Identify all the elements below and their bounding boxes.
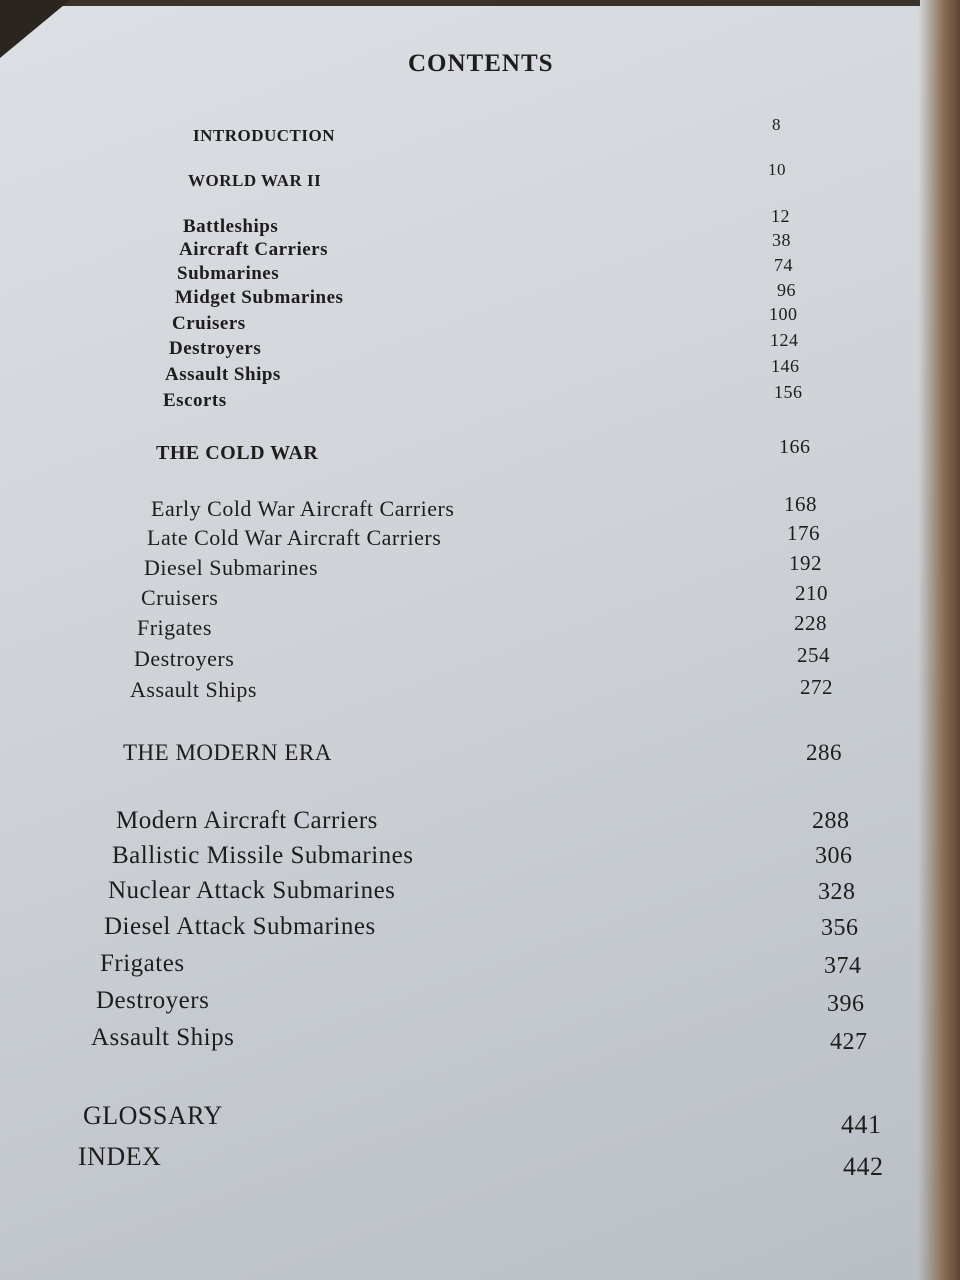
- toc-page-ww2-aircraft-carriers: 38: [772, 230, 791, 250]
- toc-page-index: 442: [843, 1152, 884, 1181]
- contents-title: CONTENTS: [408, 50, 554, 77]
- page-top-shadow: [60, 0, 920, 6]
- toc-label-ww2-midget-submarines: Midget Submarines: [175, 287, 344, 308]
- toc-page-the-modern-era: 286: [806, 740, 842, 765]
- toc-page-the-cold-war: 166: [779, 436, 811, 458]
- toc-page-cw-assault-ships: 272: [800, 675, 833, 699]
- toc-label-cw-late-carriers: Late Cold War Aircraft Carriers: [147, 525, 442, 550]
- toc-label-introduction: INTRODUCTION: [193, 126, 336, 145]
- toc-label-me-modern-carriers: Modern Aircraft Carriers: [116, 807, 378, 834]
- toc-page-me-destroyers: 396: [827, 991, 865, 1017]
- toc-label-cw-cruisers: Cruisers: [141, 585, 219, 610]
- toc-label-cw-early-carriers: Early Cold War Aircraft Carriers: [151, 496, 455, 521]
- toc-page-me-nuclear-attack-subs: 328: [818, 879, 856, 905]
- toc-page-cw-early-carriers: 168: [784, 492, 817, 516]
- toc-page-ww2-destroyers: 124: [770, 330, 799, 350]
- toc-page-me-modern-carriers: 288: [812, 808, 850, 834]
- toc-page-ww2-cruisers: 100: [769, 304, 798, 324]
- toc-label-glossary: GLOSSARY: [83, 1101, 223, 1130]
- toc-page-me-diesel-attack-subs: 356: [821, 915, 859, 941]
- toc-label-me-nuclear-attack-subs: Nuclear Attack Submarines: [108, 877, 396, 904]
- page-right-edge: [918, 0, 960, 1280]
- toc-label-ww2-submarines: Submarines: [177, 263, 280, 284]
- toc-page-cw-destroyers: 254: [797, 643, 830, 667]
- toc-label-the-cold-war: THE COLD WAR: [156, 442, 319, 464]
- toc-page-glossary: 441: [841, 1110, 882, 1139]
- toc-label-me-diesel-attack-subs: Diesel Attack Submarines: [104, 913, 376, 940]
- toc-label-the-modern-era: THE MODERN ERA: [123, 740, 332, 765]
- toc-label-cw-frigates: Frigates: [137, 615, 212, 640]
- toc-page-cw-frigates: 228: [794, 611, 827, 635]
- toc-page-ww2-battleships: 12: [771, 206, 790, 226]
- toc-label-cw-destroyers: Destroyers: [134, 646, 235, 671]
- toc-page-world-war-ii: 10: [768, 160, 786, 179]
- toc-label-ww2-destroyers: Destroyers: [169, 338, 262, 359]
- toc-label-ww2-assault-ships: Assault Ships: [165, 364, 281, 385]
- toc-label-world-war-ii: WORLD WAR II: [188, 171, 322, 190]
- toc-page-ww2-escorts: 156: [774, 382, 803, 402]
- toc-page-ww2-submarines: 74: [774, 255, 793, 275]
- toc-page-introduction: 8: [772, 115, 781, 134]
- toc-label-me-ballistic-subs: Ballistic Missile Submarines: [112, 842, 414, 869]
- toc-label-ww2-aircraft-carriers: Aircraft Carriers: [179, 239, 328, 260]
- toc-page-me-assault-ships: 427: [830, 1029, 868, 1055]
- toc-page-cw-late-carriers: 176: [787, 521, 820, 545]
- toc-label-me-frigates: Frigates: [100, 950, 185, 977]
- toc-label-cw-assault-ships: Assault Ships: [130, 677, 257, 702]
- toc-label-cw-diesel-submarines: Diesel Submarines: [144, 555, 319, 580]
- page-corner-shadow: [0, 0, 70, 58]
- toc-label-ww2-battleships: Battleships: [183, 216, 279, 237]
- toc-label-ww2-escorts: Escorts: [163, 390, 227, 411]
- toc-label-index: INDEX: [78, 1142, 162, 1171]
- toc-page-ww2-assault-ships: 146: [771, 356, 800, 376]
- toc-label-me-assault-ships: Assault Ships: [91, 1024, 235, 1051]
- toc-page-me-frigates: 374: [824, 953, 862, 979]
- toc-page-ww2-midget-submarines: 96: [777, 280, 796, 300]
- toc-page-cw-cruisers: 210: [795, 581, 828, 605]
- toc-page-cw-diesel-submarines: 192: [789, 551, 822, 575]
- toc-label-ww2-cruisers: Cruisers: [172, 313, 246, 334]
- toc-label-me-destroyers: Destroyers: [96, 987, 210, 1014]
- toc-page-me-ballistic-subs: 306: [815, 843, 853, 869]
